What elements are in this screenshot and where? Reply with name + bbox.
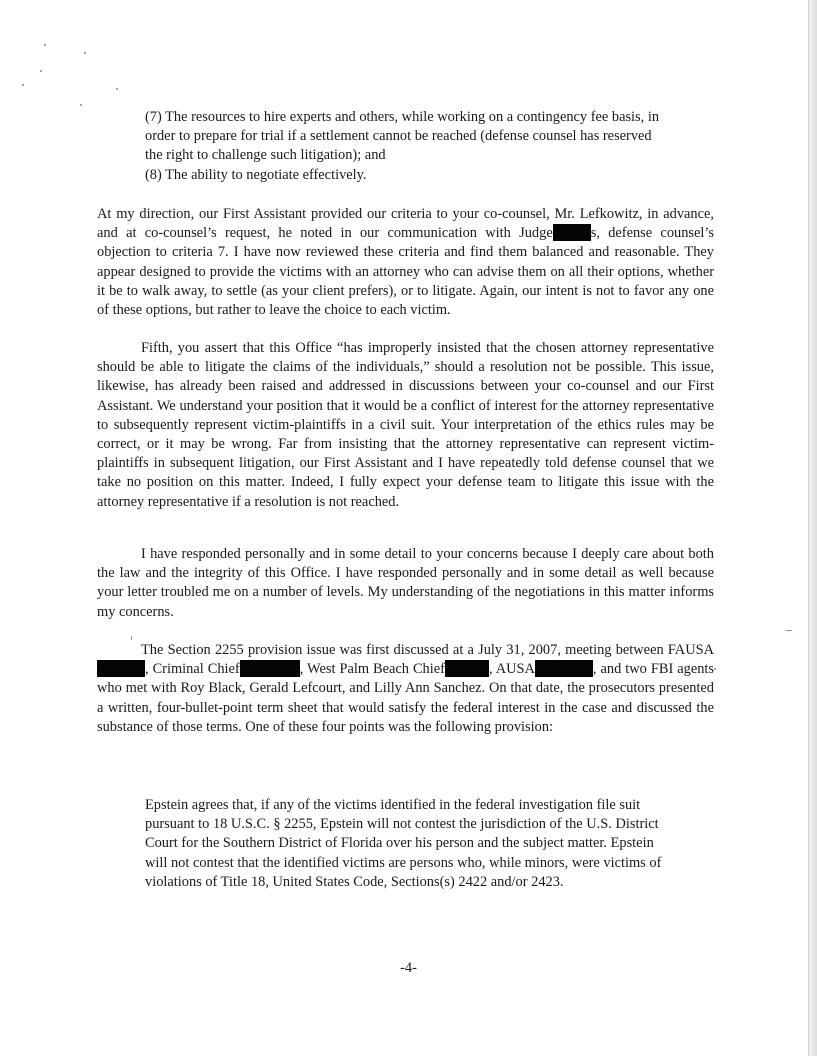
- scan-speck: [714, 668, 716, 670]
- paragraph-2255-part-d: , AUSA: [488, 661, 535, 678]
- paragraph-2255-part-c: , West Palm Beach Chief: [299, 661, 445, 678]
- paragraph-criteria-part-a: At my direction, our First Assistant provided our criteria to your co-counsel, Mr. Lefkowitz, in advance, and at co-counsel’s request, he noted in our communication with Judge: [97, 206, 714, 242]
- scan-speck: [116, 88, 118, 90]
- criteria-item-8: (8) The ability to negotiate effectively.: [145, 166, 367, 183]
- scan-speck: [84, 52, 86, 54]
- quoted-provision-text: Epstein agrees that, if any of the victims identified in the federal investigation file suit pursuant to 18 U.S.C. § 2255, Epstein will not contest the jurisdiction of the U.S. District Court for the Southern District of Florida over his person and the subject matter. Epstein will not contest that the identified victims are persons who, while minors, were victims of violations of Title 18, United States Code, Sections(s) 2422 and/or 2423.: [145, 797, 662, 890]
- scan-speck: [40, 70, 42, 72]
- redaction-bar: [240, 660, 300, 677]
- page-number: -4-: [400, 960, 417, 976]
- paragraph-2255-part-e: , and two FBI agents who met with Roy Black, Gerald Lefcourt, and Lilly Ann Sanchez. On that date, the prosecutors presented a written, four-bullet-point term sheet that would satisfy the federal interest in the case and discussed the substance of those terms. One of these four points was the following provision:: [97, 661, 714, 735]
- paragraph-2255-part-b: , Criminal Chief: [145, 661, 240, 678]
- scan-speck: [44, 44, 46, 46]
- paragraph-2255-part-a: The Section 2255 provision issue was first discussed at a July 31, 2007, meeting between FAUSA: [141, 642, 714, 658]
- redaction-bar: [97, 660, 145, 677]
- quoted-provision: [145, 796, 666, 892]
- scan-speck: [131, 636, 132, 640]
- redaction-bar: [535, 660, 593, 677]
- paragraph-criteria-part-b: s, defense counsel’s objection to criteria 7. I have now reviewed these criteria and find them balanced and reasonable. They appear designed to provide the victims with an attorney who can advise them on all their options, whether it be to walk away, to settle (as your client prefers), or to litigate. Again, our intent is not to favor any one of these options, but rather to leave the choice to each victim.: [97, 225, 714, 319]
- paragraph-criteria: [97, 205, 714, 320]
- criteria-list: [145, 108, 666, 185]
- scan-speck: [80, 104, 82, 106]
- paragraph-responded: [97, 545, 714, 622]
- paragraph-fifth-text: Fifth, you assert that this Office “has improperly insisted that the chosen attorney representative should be able to litigate the claims of the individuals,” should a resolution not be possible. This issue, likewise, has already been raised and addressed in discussions between your co-counsel and our First Assistant. We understand your position that it would be a conflict of interest for the attorney representative to subsequently represent victim-plaintiffs in a civil suit. Your interpretation of the ethics rules may be correct, or it may be wrong. Far from insisting that the attorney representative can represent victim-plaintiffs in subsequent litigation, our First Assistant and I have repeatedly told defense counsel that we take no position on this matter. Indeed, I fully expect your defense team to litigate this issue with the attorney representative if a resolution is not reached.: [97, 340, 714, 510]
- scan-page-edge: [808, 0, 817, 1056]
- scan-speck: [786, 630, 792, 631]
- redaction-bar: [553, 224, 591, 241]
- paragraph-section-2255: [97, 641, 714, 737]
- scan-speck: [22, 84, 24, 86]
- redaction-bar: [445, 660, 489, 677]
- paragraph-responded-text: I have responded personally and in some detail to your concerns because I deeply care about both the law and the integrity of this Office. I have responded personally and in some detail as well because your letter troubled me on a number of levels. My understanding of the negotiations in this matter informs my concerns.: [97, 546, 714, 620]
- criteria-item-7: (7) The resources to hire experts and others, while working on a contingency fee basis, in order to prepare for trial if a settlement cannot be reached (defense counsel has reserved the right to challenge such litigation); and: [145, 109, 660, 164]
- paragraph-fifth: [97, 339, 714, 512]
